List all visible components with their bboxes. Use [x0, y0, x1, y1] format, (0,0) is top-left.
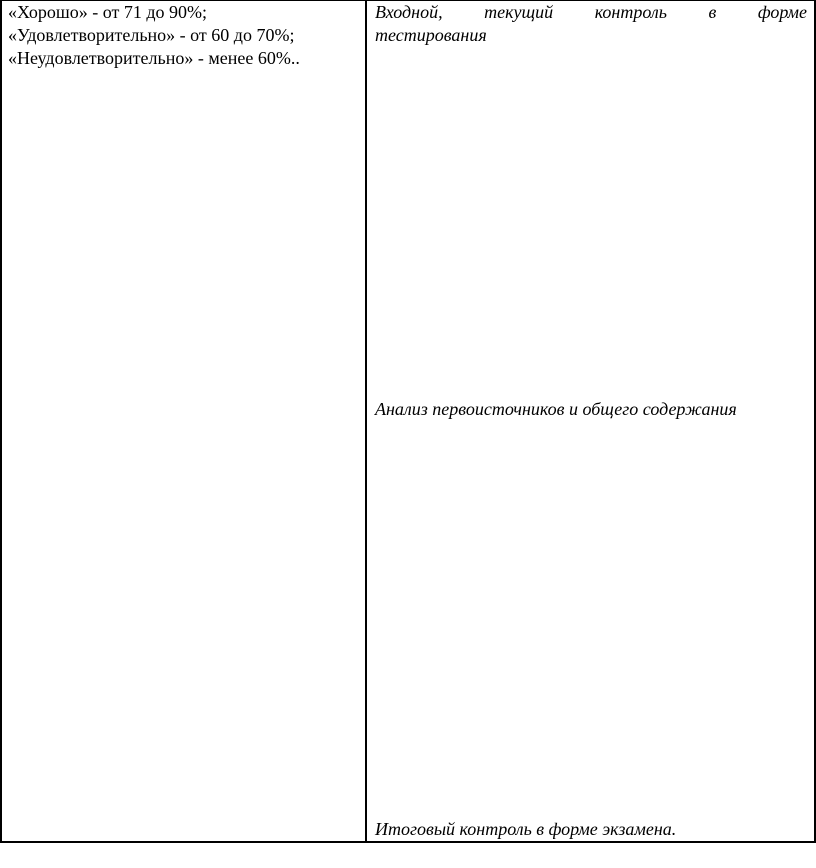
grade-unsatisfactory-line: «Неудовлетворительно» - менее 60%..: [8, 48, 300, 68]
table-border-bottom: [0, 841, 816, 843]
grade-good-line: «Хорошо» - от 71 до 90%;: [8, 2, 208, 22]
control-word: Входной,: [375, 2, 443, 22]
control-form-text: [375, 1, 807, 47]
control-word: контроль: [594, 2, 667, 22]
control-form-line-1: [375, 1, 807, 24]
table-column-divider: [365, 0, 367, 843]
table-border-left: [0, 0, 2, 843]
control-word: форме: [757, 2, 807, 22]
final-exam-text: Итоговый контроль в форме экзамена.: [375, 819, 677, 839]
control-word: текущий: [484, 2, 554, 22]
grading-criteria-cell: [8, 1, 360, 70]
control-word: в: [708, 2, 717, 22]
grade-satisfactory-line: «Удовлетворительно» - от 60 до 70%;: [8, 25, 295, 45]
source-analysis-text: Анализ первоисточников и общего содержания: [375, 399, 737, 419]
control-form-line-2: тестирования: [375, 25, 487, 45]
